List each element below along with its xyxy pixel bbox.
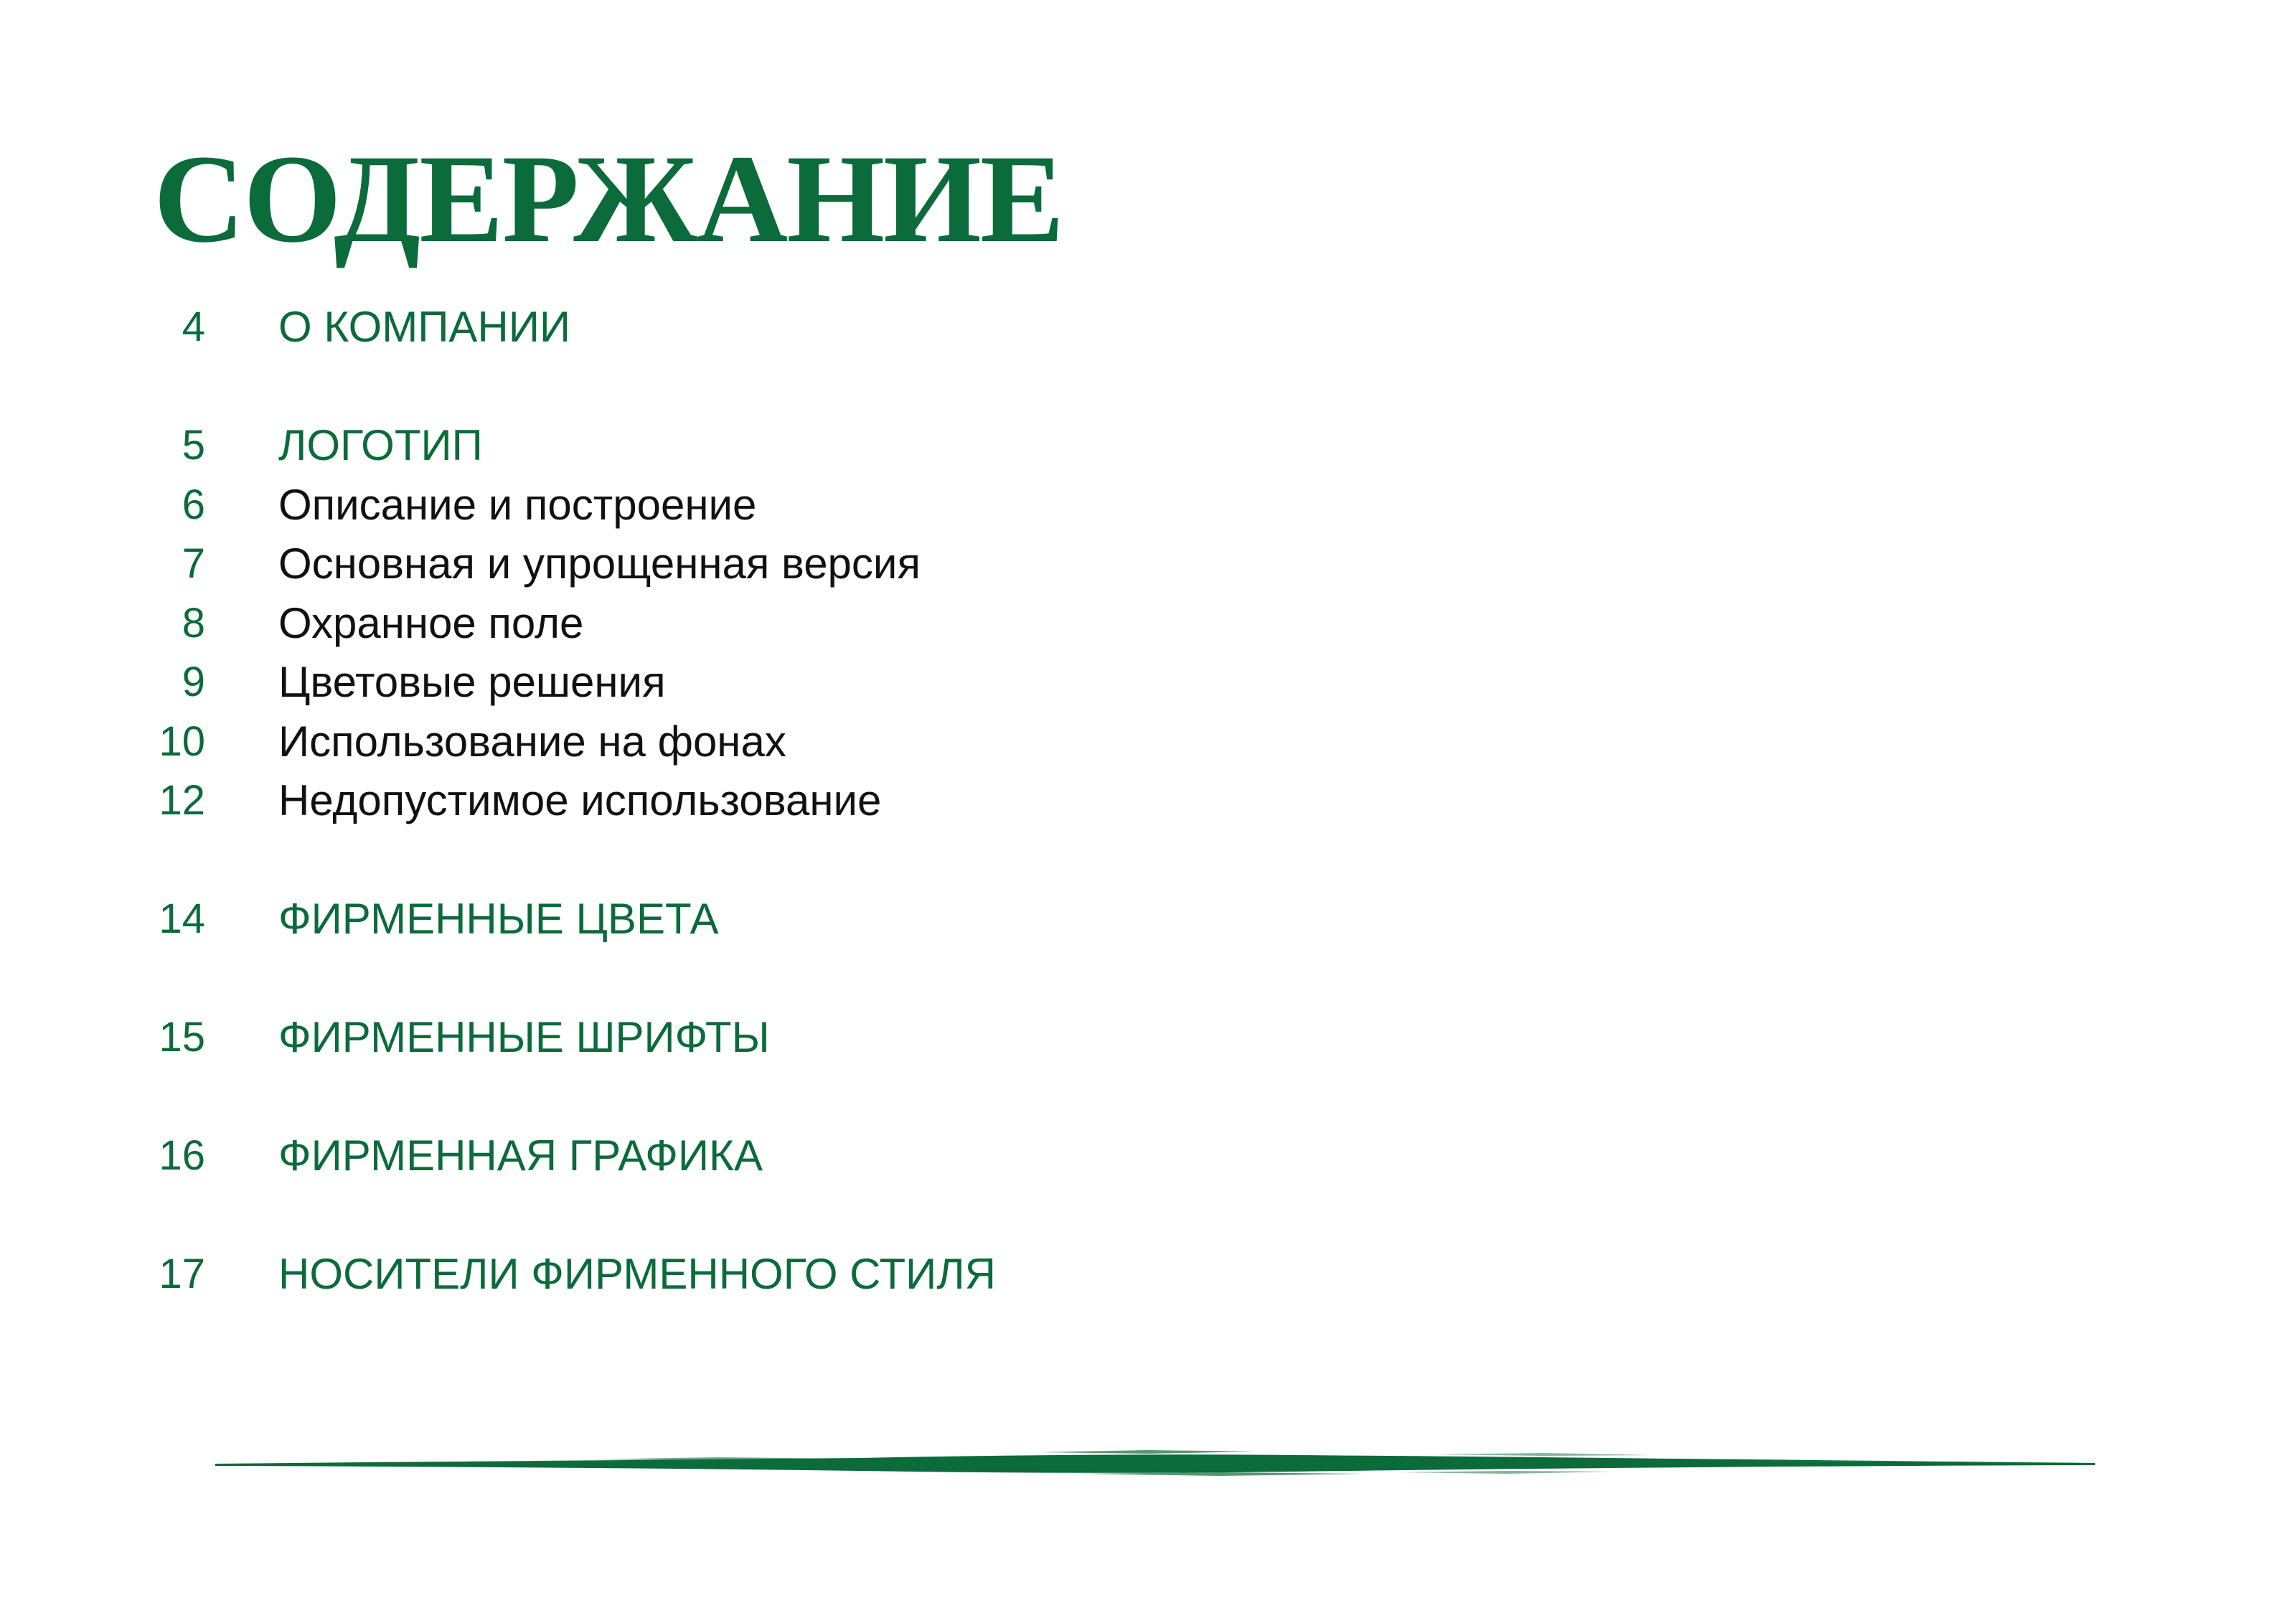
- toc-section-label: ФИРМЕННАЯ ГРАФИКА: [278, 1132, 763, 1180]
- toc-item-brand-carriers[interactable]: [0, 1245, 1148, 1304]
- toc-page-number: 9: [182, 659, 205, 705]
- toc-subsection-label: Охранное поле: [278, 599, 584, 647]
- toc-subsection-label: Описание и построение: [278, 481, 757, 529]
- toc-item-brand-fonts[interactable]: [0, 1008, 1148, 1067]
- toc-item-backgrounds[interactable]: [0, 712, 1148, 771]
- toc-item-logo-versions[interactable]: [0, 535, 1148, 593]
- toc-item-logo[interactable]: [0, 416, 1148, 475]
- toc-item-logo-description[interactable]: [0, 476, 1148, 535]
- toc-section-label: НОСИТЕЛИ ФИРМЕННОГО СТИЛЯ: [278, 1250, 996, 1298]
- toc-item-brand-colors[interactable]: [0, 890, 1148, 949]
- toc-subsection-label: Недопустимое использование: [278, 776, 882, 824]
- toc-page-number: 6: [182, 481, 205, 528]
- toc-page-number: 5: [182, 422, 205, 469]
- toc-item-color-solutions[interactable]: [0, 653, 1148, 712]
- brush-stroke-divider: [215, 1442, 2095, 1485]
- toc-section-label: ФИРМЕННЫЕ ЦВЕТА: [278, 895, 719, 943]
- toc-section-label: ЛОГОТИП: [278, 421, 483, 469]
- toc-item-misuse[interactable]: [0, 771, 1148, 830]
- toc-item-clear-space[interactable]: [0, 594, 1148, 653]
- toc-page-number: 16: [159, 1132, 205, 1179]
- toc-subsection-label: Цветовые решения: [278, 658, 666, 706]
- toc-subsection-label: Основная и упрощенная версия: [278, 540, 921, 588]
- toc-page-number: 8: [182, 600, 205, 646]
- toc-page-number: 4: [182, 304, 205, 350]
- toc-item-brand-graphics[interactable]: [0, 1126, 1148, 1185]
- toc-subsection-label: Использование на фонах: [278, 718, 786, 766]
- toc-page-number: 15: [159, 1014, 205, 1060]
- toc-section-label: О КОМПАНИИ: [278, 303, 570, 351]
- page-title: СОДЕРЖАНИЕ: [154, 129, 1063, 269]
- toc-page-number: 7: [182, 540, 205, 587]
- toc-page-number: 14: [159, 895, 205, 942]
- toc-item-about[interactable]: [0, 298, 1148, 357]
- toc-page-number: 12: [159, 777, 205, 824]
- toc-page-number: 10: [159, 718, 205, 765]
- toc-section-label: ФИРМЕННЫЕ ШРИФТЫ: [278, 1013, 770, 1061]
- toc-page-number: 17: [159, 1251, 205, 1297]
